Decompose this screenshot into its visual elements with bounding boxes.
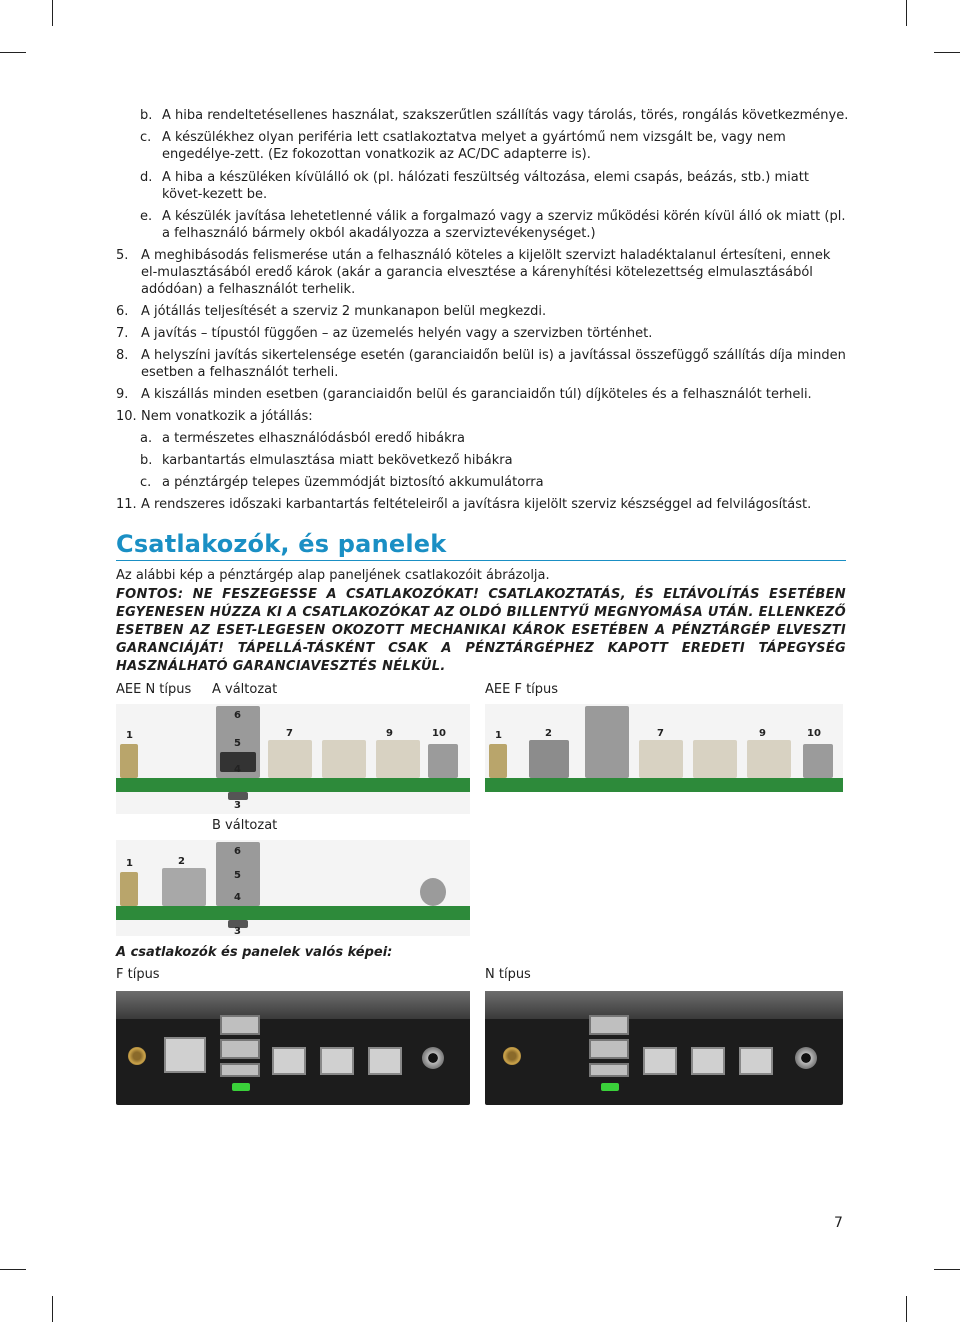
list-marker: 7. [116, 326, 129, 341]
power-jack-icon [795, 1047, 817, 1069]
port-number: 7 [286, 728, 293, 739]
rj-port-icon [376, 740, 420, 778]
list-text: a pénztárgép telepes üzemmódját biztosító akkumulátorra [162, 475, 544, 490]
port-number: 1 [495, 730, 502, 741]
antenna-connector-icon [489, 744, 507, 778]
list-text: A javítás – típustól függően – az üzemelés helyén vagy a szervizben történhet. [141, 326, 653, 341]
usb-port-icon [589, 1039, 629, 1059]
label-b-variant: B változat [212, 818, 278, 833]
panel-diagram-b [116, 840, 470, 936]
warning-text: FONTOS: NE FESZEGESSE A CSATLAKOZÓKAT! CSATLAKOZTATÁS, ÉS ELTÁVOLÍTÁS ESETÉBEN EGYENESEN HÚZZA KI A CSATLAKOZÓKAT AZ OLDÓ BILLENTYŰ MEGNYOMÁSA UTÁN. ELLENKEZŐ ESETBEN AZ ESET-LEGESEN OKOZOTT MECHANIKAI KÁROK ESETÉBEN A PÉNZTÁRGÉP ELVESZTI GARANCIÁJÁT! TÁPELLÁ-TÁSKÉNT CSAK A PÉNZTÁRGÉPHEZ KAPOTT EREDETI TÁPEGYSÉG HASZNÁLHATÓ GARANCIAVESZTÉS NÉLKÜL. [116, 587, 846, 674]
rj-port-icon [693, 740, 737, 778]
port-number: 9 [759, 728, 766, 739]
power-jack-icon [422, 1047, 444, 1069]
list-marker: d. [140, 170, 153, 185]
pcb-board [116, 906, 470, 920]
antenna-connector-icon [120, 872, 138, 906]
port-number: 2 [545, 728, 552, 739]
list-text: A jótállás teljesítését a szerviz 2 munkanapon belül megkezdi. [141, 304, 547, 319]
port-number: 6 [234, 846, 241, 857]
rj-port-icon [643, 1047, 677, 1075]
rj-port-icon [739, 1047, 773, 1075]
port-number: 1 [126, 858, 133, 869]
label-a-variant: A változat [212, 682, 278, 697]
list-text: A készülék javítása lehetetlenné válik a forgalmazó vagy a szerviz működési körén kívül álló ok miatt (pl. a felhasználó bármely okból akadályozza a szerviztevékenységet.) [162, 209, 846, 241]
crop-mark [0, 52, 26, 53]
panel-diagram-a [116, 704, 470, 814]
label-aee-n: AEE N típus [116, 682, 192, 697]
section-intro: Az alábbi kép a pénztárgép alap paneljének csatlakozóit ábrázolja. [116, 568, 550, 583]
title-divider [116, 560, 846, 561]
list-marker: b. [140, 453, 153, 468]
real-photos-caption: A csatlakozók és panelek valós képei: [116, 945, 393, 960]
panel-diagram-f [485, 704, 843, 792]
usb-port-icon [220, 1015, 260, 1035]
usb-port-icon [220, 1063, 260, 1077]
power-jack-icon [428, 744, 458, 778]
pcb-board [116, 778, 470, 792]
label-aee-f: AEE F típus [485, 682, 559, 697]
rj-port-icon [320, 1047, 354, 1075]
mini-usb-icon [232, 1083, 250, 1091]
list-marker: 11. [116, 497, 137, 512]
list-text: A helyszíni javítás sikertelensége esetén (garanciaidőn belül is) a javítással összefüggő szállítás díja minden esetben a felhasználót terheli. [141, 348, 846, 380]
list-marker: e. [140, 209, 153, 224]
device-top [116, 991, 470, 1019]
list-text: A hiba rendeltetésellenes használat, szakszerűtlen szállítás vagy tárolás, törés, rongálás következménye. [162, 108, 849, 123]
antenna-connector-icon [120, 744, 138, 778]
list-text: A készülékhez olyan periféria lett csatlakoztatva melyet a gyártómű nem vizsgált be, vagy nem engedélye-zett. (Ez fokozottan vonatkozik az AC/DC adapterre is). [162, 130, 786, 162]
photo-n-type [485, 991, 843, 1105]
crop-mark [906, 1296, 907, 1322]
crop-mark [934, 52, 960, 53]
photo-f-type [116, 991, 470, 1105]
list-marker: 5. [116, 248, 129, 263]
port-number: 5 [234, 870, 241, 881]
antenna-connector-icon [128, 1047, 146, 1065]
list-text: A rendszeres időszaki karbantartás feltételeiről a javításra kijelölt szerviz készséggel ad felvilágosítást. [141, 497, 812, 512]
crop-mark [52, 0, 53, 26]
list-text: A meghibásodás felismerése után a felhasználó köteles a kijelölt szervizt haladéktalanul értesíteni, ennek el-mulasztásából eredő károk (akár a garancia elvesztése a kárenyhítési kötelezettség elmulasztásából adódóan) a felhasználót terhelik. [141, 248, 831, 297]
list-text: A hiba a készüléken kívülálló ok (pl. hálózati feszültség változása, elemi csapás, beázás, stb.) miatt követ-kezett be. [162, 170, 809, 202]
crop-mark [934, 1269, 960, 1270]
pcb-board [485, 778, 843, 792]
crop-mark [0, 1269, 26, 1270]
section-title: Csatlakozók, és panelek [116, 530, 447, 558]
list-marker: 6. [116, 304, 129, 319]
ethernet-port-icon [162, 868, 206, 906]
list-text: a természetes elhasználódásból eredő hibákra [162, 431, 465, 446]
port-number: 3 [234, 800, 241, 811]
port-number: 6 [234, 710, 241, 721]
ethernet-port-icon [164, 1037, 206, 1073]
usb-port-icon [589, 1063, 629, 1077]
port-number: 10 [432, 728, 446, 739]
list-marker: b. [140, 108, 153, 123]
label-n-type: N típus [485, 967, 531, 982]
port-number: 5 [234, 738, 241, 749]
rj-port-icon [691, 1047, 725, 1075]
rj-port-icon [322, 740, 366, 778]
rj-port-icon [368, 1047, 402, 1075]
port-number: 4 [234, 892, 241, 903]
list-marker: 8. [116, 348, 129, 363]
port-number: 10 [807, 728, 821, 739]
list-marker: 9. [116, 387, 129, 402]
port-number: 3 [234, 926, 241, 937]
rj-port-icon [272, 1047, 306, 1075]
device-top [485, 991, 843, 1019]
list-text: Nem vonatkozik a jótállás: [141, 409, 313, 424]
port-number: 2 [178, 856, 185, 867]
crop-mark [906, 0, 907, 26]
port-number: 1 [126, 730, 133, 741]
mini-usb-icon [601, 1083, 619, 1091]
usb-port-icon [220, 1039, 260, 1059]
list-text: A kiszállás minden esetben (garanciaidőn belül és garanciaidőn túl) díjköteles és a felhasználót terheli. [141, 387, 812, 402]
usb-port-icon [589, 1015, 629, 1035]
list-marker: 10. [116, 409, 137, 424]
port-number: 4 [234, 764, 241, 775]
usb-port-icon [585, 706, 629, 778]
rj-port-icon [747, 740, 791, 778]
rj-port-icon [639, 740, 683, 778]
crop-mark [52, 1296, 53, 1322]
rj-port-icon [268, 740, 312, 778]
list-text: karbantartás elmulasztása miatt bekövetkező hibákra [162, 453, 513, 468]
antenna-connector-icon [503, 1047, 521, 1065]
port-number: 9 [386, 728, 393, 739]
usb-b-port-icon [529, 740, 569, 778]
list-marker: a. [140, 431, 153, 446]
port-number: 7 [657, 728, 664, 739]
power-jack-icon [803, 744, 833, 778]
label-f-type: F típus [116, 967, 160, 982]
power-jack-icon [420, 878, 446, 906]
list-marker: c. [140, 475, 152, 490]
list-marker: c. [140, 130, 152, 145]
page-number: 7 [834, 1215, 843, 1231]
mini-usb-icon [228, 792, 248, 800]
